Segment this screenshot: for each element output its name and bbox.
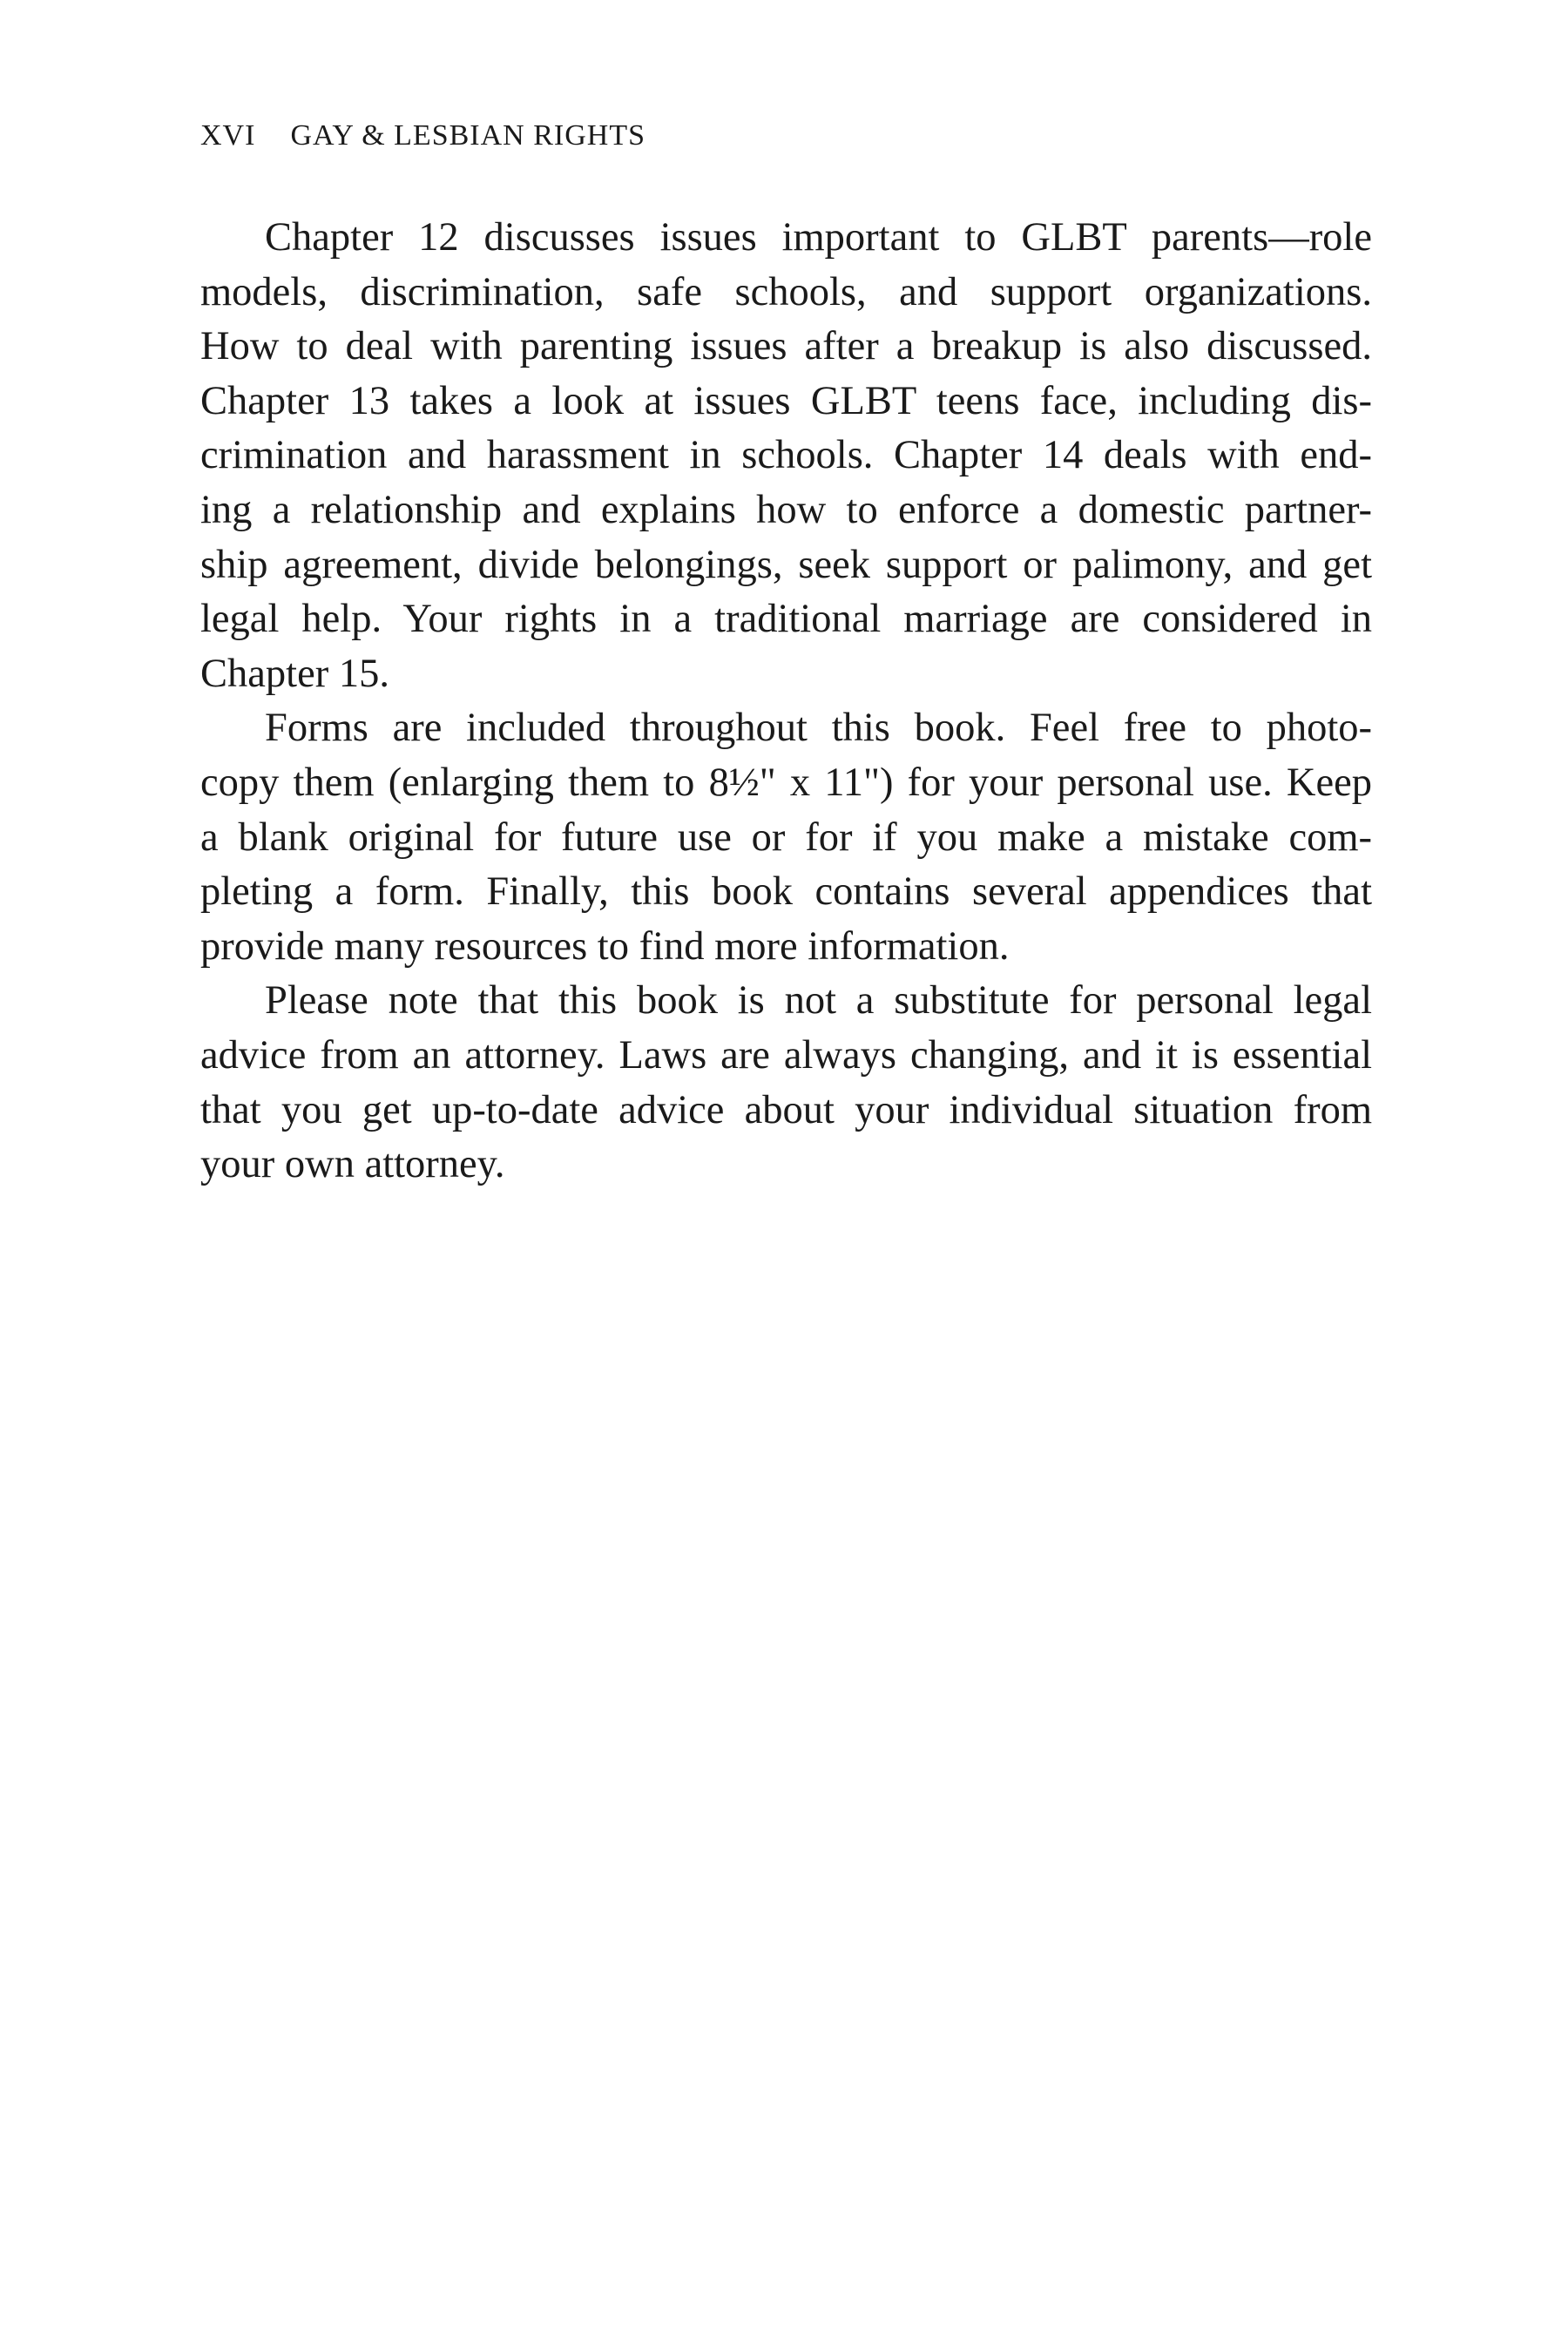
running-head bbox=[200, 118, 645, 153]
paragraph bbox=[200, 211, 1372, 701]
text-line: a blank original for future use or for if you make a mistake com- bbox=[200, 814, 1372, 860]
text-line: ship agreement, divide belongings, seek support or palimony, and get bbox=[200, 542, 1372, 587]
text-line: provide many resources to find more information. bbox=[200, 923, 1010, 969]
text-line: Chapter 13 takes a look at issues GLBT teens face, including dis- bbox=[200, 378, 1372, 423]
text-line: Please note that this book is not a substitute for personal legal bbox=[265, 978, 1372, 1024]
text-line: Chapter 12 discusses issues important to GLBT parents—role bbox=[265, 215, 1372, 260]
page-number: XVI bbox=[200, 119, 256, 152]
paragraph bbox=[200, 974, 1372, 1192]
text-line: that you get up-to-date advice about your individual situation from bbox=[200, 1087, 1372, 1132]
paragraph bbox=[200, 701, 1372, 974]
text-line: your own attorney. bbox=[200, 1142, 505, 1187]
text-line: Forms are included throughout this book. Feel free to photo- bbox=[265, 706, 1372, 751]
text-line: legal help. Your rights in a traditional marriage are considered in bbox=[200, 597, 1372, 642]
text-line: crimination and harassment in schools. Chapter 14 deals with end- bbox=[200, 433, 1372, 478]
text-line: copy them (enlarging them to 8½" x 11") for your personal use. Keep bbox=[200, 760, 1372, 805]
text-line: pleting a form. Finally, this book contains several appendices that bbox=[200, 869, 1372, 915]
text-line: ing a relationship and explains how to enforce a domestic partner- bbox=[200, 487, 1372, 532]
text-line: How to deal with parenting issues after a breakup is also discussed. bbox=[200, 324, 1372, 369]
text-line: Chapter 15. bbox=[200, 651, 389, 696]
text-line: models, discrimination, safe schools, and support organizations. bbox=[200, 269, 1372, 314]
body-text bbox=[200, 211, 1372, 1193]
book-title: GAY & LESBIAN RIGHTS bbox=[290, 119, 646, 152]
text-line: advice from an attorney. Laws are always changing, and it is essential bbox=[200, 1032, 1372, 1078]
